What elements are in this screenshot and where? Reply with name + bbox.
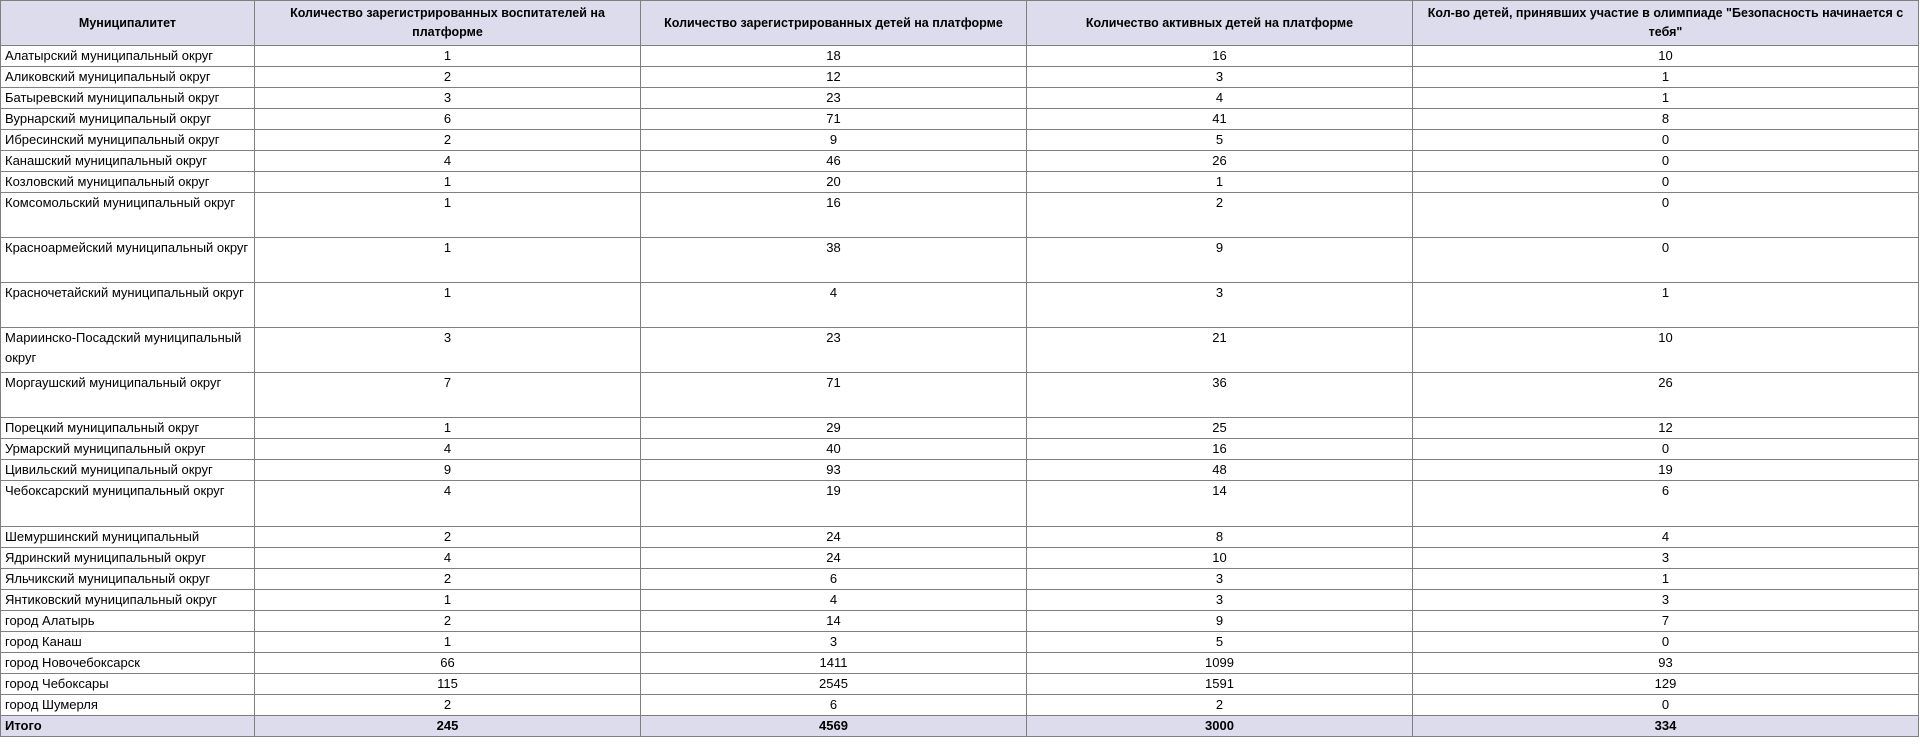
children-cell: 24	[641, 527, 1027, 548]
olympiad-cell: 1	[1413, 283, 1919, 328]
municipality-cell: Порецкий муниципальный округ	[1, 418, 255, 439]
col-header-olympiad: Кол-во детей, принявших участие в олимпиаде "Безопасность начинается с тебя"	[1413, 1, 1919, 46]
municipality-cell: Комсомольский муниципальный округ	[1, 193, 255, 238]
olympiad-cell: 0	[1413, 151, 1919, 172]
table-row	[1, 46, 1919, 67]
children-cell: 9	[641, 130, 1027, 151]
active-cell: 21	[1027, 328, 1413, 373]
active-cell: 3	[1027, 283, 1413, 328]
municipality-cell: город Новочебоксарск	[1, 653, 255, 674]
municipality-cell: Алатырский муниципальный округ	[1, 46, 255, 67]
teachers-cell: 9	[255, 460, 641, 481]
municipality-cell: Вурнарский муниципальный округ	[1, 109, 255, 130]
teachers-cell: 1	[255, 46, 641, 67]
children-cell: 6	[641, 695, 1027, 716]
municipality-cell: Ибресинский муниципальный округ	[1, 130, 255, 151]
children-cell: 46	[641, 151, 1027, 172]
children-cell: 20	[641, 172, 1027, 193]
olympiad-cell: 10	[1413, 328, 1919, 373]
teachers-cell: 4	[255, 548, 641, 569]
olympiad-cell: 1	[1413, 569, 1919, 590]
total-row	[1, 716, 1919, 737]
teachers-cell: 1	[255, 632, 641, 653]
children-cell: 16	[641, 193, 1027, 238]
olympiad-cell: 6	[1413, 481, 1919, 527]
olympiad-cell: 0	[1413, 130, 1919, 151]
table-row	[1, 611, 1919, 632]
teachers-cell: 1	[255, 283, 641, 328]
active-cell: 16	[1027, 439, 1413, 460]
table-row	[1, 88, 1919, 109]
active-cell: 2	[1027, 695, 1413, 716]
olympiad-cell: 0	[1413, 695, 1919, 716]
total-children: 4569	[641, 716, 1027, 737]
total-label: Итого	[1, 716, 255, 737]
header-row	[1, 1, 1919, 46]
table-row	[1, 548, 1919, 569]
teachers-cell: 66	[255, 653, 641, 674]
children-cell: 4	[641, 590, 1027, 611]
table-row	[1, 373, 1919, 418]
olympiad-cell: 4	[1413, 527, 1919, 548]
olympiad-cell: 0	[1413, 238, 1919, 283]
teachers-cell: 4	[255, 151, 641, 172]
children-cell: 40	[641, 439, 1027, 460]
municipality-cell: город Алатырь	[1, 611, 255, 632]
municipality-cell: Козловский муниципальный округ	[1, 172, 255, 193]
table-row	[1, 590, 1919, 611]
active-cell: 41	[1027, 109, 1413, 130]
teachers-cell: 2	[255, 130, 641, 151]
olympiad-cell: 19	[1413, 460, 1919, 481]
municipality-cell: Янтиковский муниципальный округ	[1, 590, 255, 611]
children-cell: 4	[641, 283, 1027, 328]
olympiad-cell: 1	[1413, 67, 1919, 88]
olympiad-cell: 3	[1413, 590, 1919, 611]
active-cell: 3	[1027, 67, 1413, 88]
municipality-cell: Батыревский муниципальный округ	[1, 88, 255, 109]
children-cell: 38	[641, 238, 1027, 283]
active-cell: 16	[1027, 46, 1413, 67]
olympiad-cell: 12	[1413, 418, 1919, 439]
teachers-cell: 1	[255, 590, 641, 611]
teachers-cell: 7	[255, 373, 641, 418]
total-olympiad: 334	[1413, 716, 1919, 737]
children-cell: 93	[641, 460, 1027, 481]
children-cell: 19	[641, 481, 1027, 527]
table-row	[1, 130, 1919, 151]
teachers-cell: 1	[255, 193, 641, 238]
teachers-cell: 6	[255, 109, 641, 130]
children-cell: 6	[641, 569, 1027, 590]
table-row	[1, 674, 1919, 695]
col-header-children: Количество зарегистрированных детей на платформе	[641, 1, 1027, 46]
municipality-cell: Моргаушский муниципальный округ	[1, 373, 255, 418]
total-active: 3000	[1027, 716, 1413, 737]
teachers-cell: 2	[255, 611, 641, 632]
municipality-cell: Красночетайский муниципальный округ	[1, 283, 255, 328]
teachers-cell: 3	[255, 88, 641, 109]
children-cell: 14	[641, 611, 1027, 632]
olympiad-cell: 0	[1413, 632, 1919, 653]
olympiad-cell: 129	[1413, 674, 1919, 695]
table-row	[1, 151, 1919, 172]
active-cell: 1099	[1027, 653, 1413, 674]
olympiad-cell: 7	[1413, 611, 1919, 632]
municipality-cell: Красноармейский муниципальный округ	[1, 238, 255, 283]
active-cell: 3	[1027, 590, 1413, 611]
table-row	[1, 632, 1919, 653]
children-cell: 71	[641, 373, 1027, 418]
active-cell: 26	[1027, 151, 1413, 172]
active-cell: 9	[1027, 238, 1413, 283]
active-cell: 1	[1027, 172, 1413, 193]
active-cell: 5	[1027, 130, 1413, 151]
children-cell: 29	[641, 418, 1027, 439]
teachers-cell: 4	[255, 481, 641, 527]
active-cell: 2	[1027, 193, 1413, 238]
teachers-cell: 1	[255, 172, 641, 193]
olympiad-cell: 1	[1413, 88, 1919, 109]
olympiad-cell: 10	[1413, 46, 1919, 67]
active-cell: 4	[1027, 88, 1413, 109]
teachers-cell: 1	[255, 238, 641, 283]
table-row	[1, 695, 1919, 716]
olympiad-cell: 3	[1413, 548, 1919, 569]
col-header-municipality: Муниципалитет	[1, 1, 255, 46]
col-header-active: Количество активных детей на платформе	[1027, 1, 1413, 46]
active-cell: 5	[1027, 632, 1413, 653]
active-cell: 36	[1027, 373, 1413, 418]
municipality-cell: город Чебоксары	[1, 674, 255, 695]
olympiad-cell: 26	[1413, 373, 1919, 418]
table-row	[1, 481, 1919, 527]
total-teachers: 245	[255, 716, 641, 737]
table-row	[1, 238, 1919, 283]
teachers-cell: 115	[255, 674, 641, 695]
table-row	[1, 283, 1919, 328]
children-cell: 3	[641, 632, 1027, 653]
active-cell: 14	[1027, 481, 1413, 527]
active-cell: 10	[1027, 548, 1413, 569]
active-cell: 1591	[1027, 674, 1413, 695]
teachers-cell: 4	[255, 439, 641, 460]
teachers-cell: 1	[255, 418, 641, 439]
children-cell: 71	[641, 109, 1027, 130]
municipality-cell: Аликовский муниципальный округ	[1, 67, 255, 88]
olympiad-cell: 0	[1413, 439, 1919, 460]
children-cell: 23	[641, 328, 1027, 373]
active-cell: 3	[1027, 569, 1413, 590]
municipality-cell: Яльчикский муниципальный округ	[1, 569, 255, 590]
active-cell: 8	[1027, 527, 1413, 548]
municipality-cell: Чебоксарский муниципальный округ	[1, 481, 255, 527]
table-row	[1, 67, 1919, 88]
table-row	[1, 193, 1919, 238]
table-row	[1, 172, 1919, 193]
table-row	[1, 527, 1919, 548]
table-row	[1, 418, 1919, 439]
table-row	[1, 109, 1919, 130]
municipality-cell: Шемуршинский муниципальный	[1, 527, 255, 548]
children-cell: 23	[641, 88, 1027, 109]
municipality-cell: город Шумерля	[1, 695, 255, 716]
olympiad-cell: 93	[1413, 653, 1919, 674]
active-cell: 9	[1027, 611, 1413, 632]
teachers-cell: 2	[255, 527, 641, 548]
municipality-cell: Урмарский муниципальный округ	[1, 439, 255, 460]
active-cell: 25	[1027, 418, 1413, 439]
children-cell: 1411	[641, 653, 1027, 674]
table-row	[1, 328, 1919, 373]
olympiad-cell: 0	[1413, 172, 1919, 193]
children-cell: 24	[641, 548, 1027, 569]
active-cell: 48	[1027, 460, 1413, 481]
municipality-cell: Цивильский муниципальный округ	[1, 460, 255, 481]
municipality-cell: Канашский муниципальный округ	[1, 151, 255, 172]
col-header-teachers: Количество зарегистрированных воспитателей на платформе	[255, 1, 641, 46]
table-row	[1, 569, 1919, 590]
table-row	[1, 653, 1919, 674]
municipality-cell: Мариинско-Посадский муниципальный округ	[1, 328, 255, 373]
teachers-cell: 2	[255, 67, 641, 88]
teachers-cell: 3	[255, 328, 641, 373]
municipality-cell: Ядринский муниципальный округ	[1, 548, 255, 569]
children-cell: 2545	[641, 674, 1027, 695]
children-cell: 12	[641, 67, 1027, 88]
olympiad-cell: 0	[1413, 193, 1919, 238]
children-cell: 18	[641, 46, 1027, 67]
teachers-cell: 2	[255, 569, 641, 590]
olympiad-cell: 8	[1413, 109, 1919, 130]
municipality-cell: город Канаш	[1, 632, 255, 653]
teachers-cell: 2	[255, 695, 641, 716]
table-row	[1, 439, 1919, 460]
table-row	[1, 460, 1919, 481]
